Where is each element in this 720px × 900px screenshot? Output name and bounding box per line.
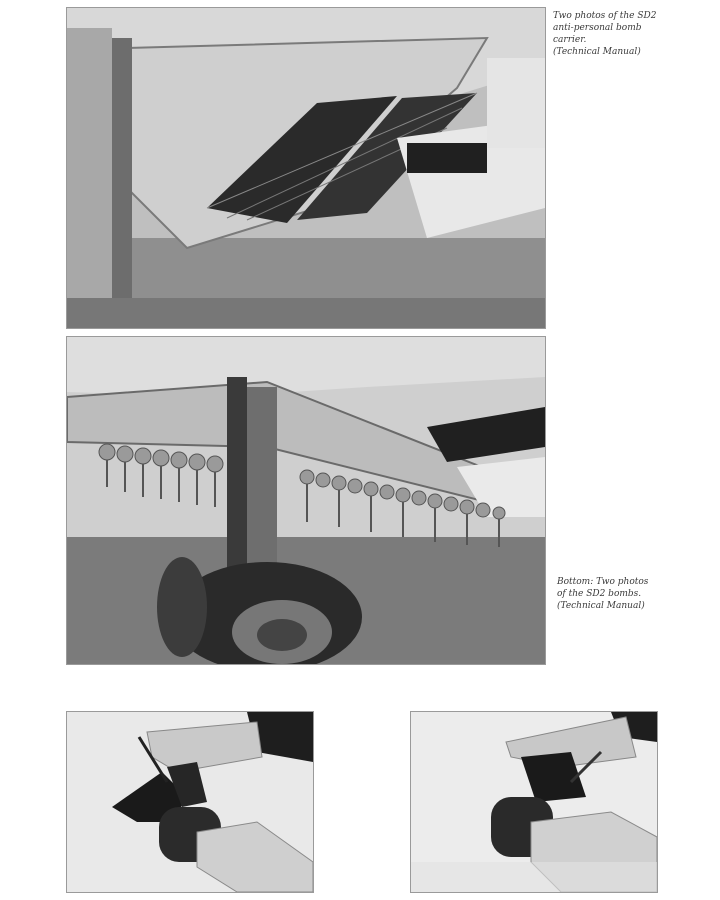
photo-sd2-bomb-right [410, 711, 658, 893]
photo-bomb-carrier-underside [66, 7, 546, 329]
photo-sd2-bomb-left [66, 711, 314, 893]
caption-bombs: Bottom: Two photos of the SD2 bombs. (Technical Manual) [557, 577, 649, 611]
caption-carrier: Two photos of the SD2 anti-personal bomb carrier. (Technical Manual) [553, 11, 657, 57]
photo-bombs-on-rack [66, 336, 546, 665]
